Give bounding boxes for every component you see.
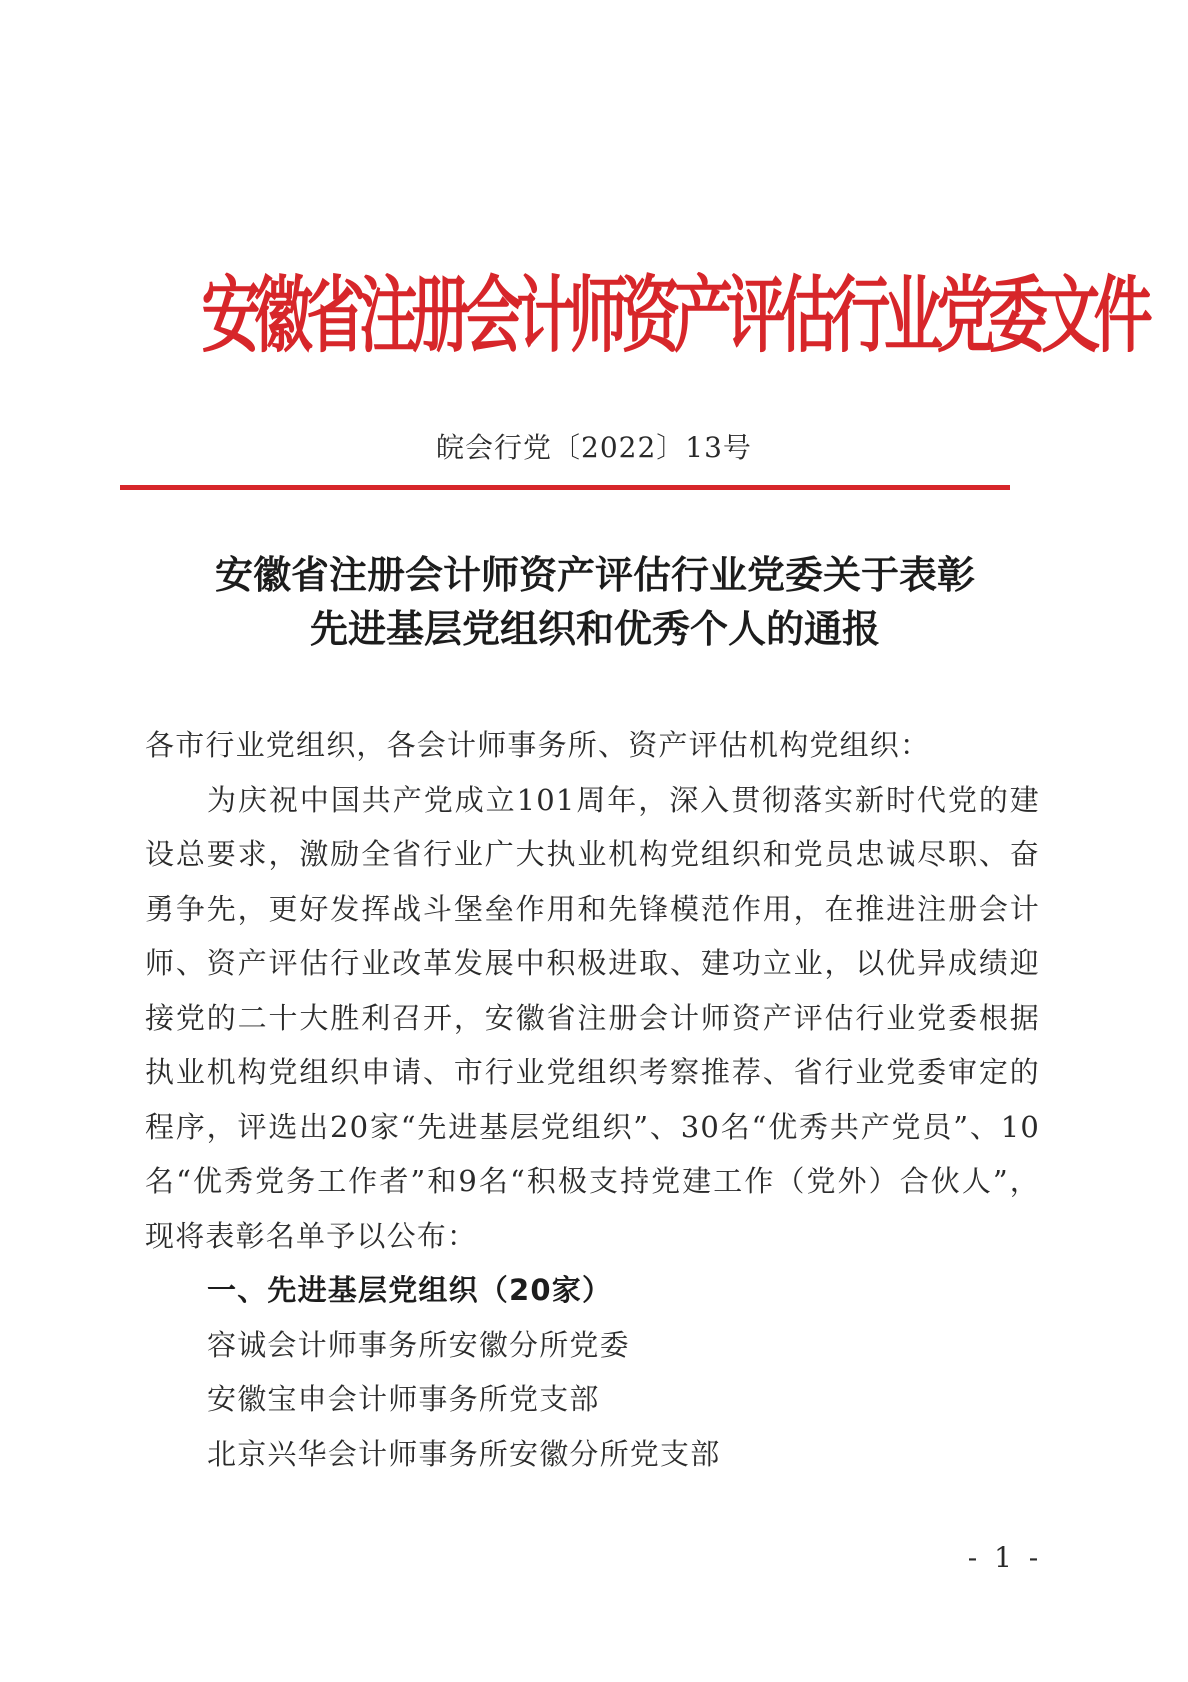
body-paragraph: 为庆祝中国共产党成立101周年，深入贯彻落实新时代党的建设总要求，激励全省行业广大执业机构党组织和党员忠诚尽职、奋勇争先，更好发挥战斗堡垒作用和先锋模范作用，在推进注册会计师、资产评估行业改革发展中积极进取、建功立业，以优异成绩迎接党的二十大胜利召开，安徽省注册会计师资产评估行业党委根据执业机构党组织申请、市行业党组织考察推荐、省行业党委审定的程序，评选出20家“先进基层党组织”、30名“优秀共产党员”、10名“优秀党务工作者”和9名“积极支持党建工作（党外）合伙人”，现将表彰名单予以公布： bbox=[145, 782, 1040, 1253]
document-body bbox=[145, 718, 1040, 1481]
document-number: 皖会行党〔2022〕13号 bbox=[436, 431, 752, 464]
red-divider-line bbox=[120, 485, 1010, 490]
advanced-org-list bbox=[145, 1318, 1040, 1482]
notice-title bbox=[120, 548, 1070, 656]
notice-title-line-1: 安徽省注册会计师资产评估行业党委关于表彰 bbox=[214, 553, 975, 597]
page-number: - 1 - bbox=[967, 1541, 1043, 1574]
salutation: 各市行业党组织，各会计师事务所、资产评估机构党组织： bbox=[145, 728, 931, 762]
list-item: 容诚会计师事务所安徽分所党委 bbox=[207, 1327, 630, 1362]
masthead-title: 安徽省注册会计师资产评估行业党委文件 bbox=[201, 266, 1147, 364]
list-item: 安徽宝申会计师事务所党支部 bbox=[207, 1382, 600, 1416]
section-heading-advanced-orgs: 一、先进基层党组织（20家） bbox=[207, 1273, 613, 1307]
list-item: 北京兴华会计师事务所安徽分所党支部 bbox=[207, 1436, 721, 1471]
notice-title-line-2: 先进基层党组织和优秀个人的通报 bbox=[309, 607, 880, 651]
